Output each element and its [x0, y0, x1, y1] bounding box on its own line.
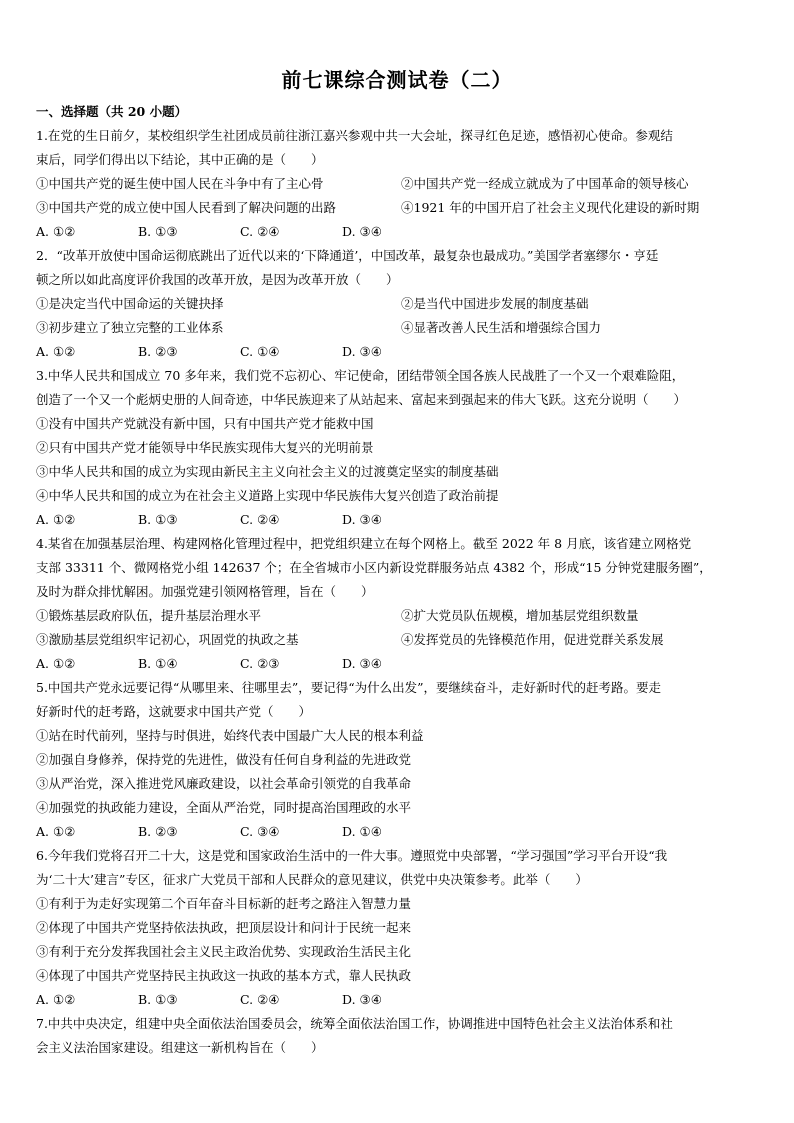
question-stem: 1.在党的生日前夕，某校组织学生社团成员前往浙江嘉兴参观中共一大会址，探寻红色足迹，感悟初心使命。参观结 [36, 128, 673, 143]
statement-row [36, 172, 772, 196]
option-d[interactable]: D. ③④ [342, 656, 382, 671]
statement: ①没有中国共产党就没有新中国，只有中国共产党才能救中国 [36, 416, 374, 431]
option-c[interactable]: C. ②④ [240, 512, 280, 527]
statement: ①有利于为走好实现第二个百年奋斗目标新的赶考之路注入智慧力量 [36, 896, 412, 911]
statement: ②只有中国共产党才能领导中华民族实现伟大复兴的光明前景 [36, 440, 374, 455]
statement: ①是决定当代中国命运的关键抉择 [36, 296, 224, 311]
question-stem: 7.中共中央决定，组建中央全面依法治国委员会，统筹全面依法治国工作，协调推进中国特色社会主义法治体系和社 [36, 1016, 673, 1031]
option-b[interactable]: B. ①③ [138, 512, 178, 527]
statement-row [36, 196, 772, 220]
question-stem: 6.今年我们党将召开二十大，这是党和国家政治生活中的一件大事。遵照党中央部署，“学习强国”学习平台开设“我 [36, 848, 668, 863]
option-c[interactable]: C. ③④ [240, 824, 280, 839]
question-stem: 束后，同学们得出以下结论，其中正确的是（ ） [36, 152, 324, 167]
statement: ②体现了中国共产党坚持依法执政，把顶层设计和问计于民统一起来 [36, 920, 412, 935]
option-b[interactable]: B. ①③ [138, 224, 178, 239]
statement: ②是当代中国进步发展的制度基础 [401, 296, 589, 311]
question-3 [36, 364, 772, 532]
statement: ②中国共产党一经成立就成为了中国革命的领导核心 [401, 176, 689, 191]
question-7 [36, 1012, 772, 1060]
option-a[interactable]: A. ①② [36, 344, 76, 359]
answer-options [36, 820, 772, 844]
question-stem: 顿之所以如此高度评价我国的改革开放，是因为改革开放（ ） [36, 272, 399, 287]
question-stem: 会主义法治国家建设。组建这一新机构旨在（ ） [36, 1040, 324, 1055]
statement-row [36, 316, 772, 340]
question-stem: 为‘二十大’建言”专区，征求广大党员干部和人民群众的意见建议，供党中央决策参考。此举（ ） [36, 872, 588, 887]
option-b[interactable]: B. ②③ [138, 344, 178, 359]
answer-options [36, 508, 772, 532]
statement: ④体现了中国共产党坚持民主执政这一执政的基本方式，靠人民执政 [36, 968, 412, 983]
option-a[interactable]: A. ①② [36, 824, 76, 839]
answer-options [36, 340, 772, 364]
option-c[interactable]: C. ②④ [240, 992, 280, 1007]
statement: ③激励基层党组织牢记初心，巩固党的执政之基 [36, 632, 299, 647]
question-1 [36, 124, 772, 244]
question-5 [36, 676, 772, 844]
question-stem: 5.中国共产党永远要记得“从哪里来、往哪里去”，要记得“为什么出发”，要继续奋斗，走好新时代的赶考路。要走 [36, 680, 661, 695]
option-a[interactable]: A. ①② [36, 656, 76, 671]
question-4 [36, 532, 772, 676]
option-a[interactable]: A. ①② [36, 224, 76, 239]
question-stem: 支部 33311 个、微网格党小组 142637 个；在全省城市小区内新设党群服务站点 4382 个，形成“15 分钟党建服务圈”， [36, 560, 712, 575]
question-stem: 好新时代的赶考路，这就要求中国共产党（ ） [36, 704, 312, 719]
statement-row [36, 292, 772, 316]
statement: ④1921 年的中国开启了社会主义现代化建设的新时期 [401, 200, 700, 215]
option-b[interactable]: B. ②③ [138, 824, 178, 839]
option-c[interactable]: C. ①④ [240, 344, 280, 359]
statement: ④发挥党员的先锋模范作用，促进党群关系发展 [401, 632, 664, 647]
option-d[interactable]: D. ③④ [342, 344, 382, 359]
statement: ③中国共产党的成立使中国人民看到了解决问题的出路 [36, 200, 337, 215]
statement-row [36, 628, 772, 652]
statement: ③有利于充分发挥我国社会主义民主政治优势、实现政治生活民主化 [36, 944, 412, 959]
option-d[interactable]: D. ③④ [342, 224, 382, 239]
question-stem: 3.中华人民共和国成立 70 多年来，我们党不忘初心、牢记使命，团结带领全国各族人民战胜了一个又一个艰难险阻， [36, 368, 685, 383]
statement: ④显著改善人民生活和增强综合国力 [401, 320, 602, 335]
statement: ①中国共产党的诞生使中国人民在斗争中有了主心骨 [36, 176, 324, 191]
statement: ③初步建立了独立完整的工业体系 [36, 320, 224, 335]
question-stem: 4.某省在加强基层治理、构建网格化管理过程中，把党组织建立在每个网格上。截至 2022 年 8 月底，该省建立网格党 [36, 536, 692, 551]
question-list [36, 124, 772, 1060]
option-d[interactable]: D. ③④ [342, 512, 382, 527]
statement: ①站在时代前列，坚持与时俱进，始终代表中国最广大人民的根本利益 [36, 728, 424, 743]
question-stem: 创造了一个又一个彪炳史册的人间奇迹，中华民族迎来了从站起来、富起来到强起来的伟大飞跃。这充分说明（ ） [36, 392, 687, 407]
option-b[interactable]: B. ①③ [138, 992, 178, 1007]
question-stem: 2．“改革开放使中国命运彻底跳出了近代以来的‘下降通道’，中国改革，最复杂也最成功。”美国学者塞缪尔・亨廷 [36, 248, 659, 263]
option-b[interactable]: B. ①④ [138, 656, 178, 671]
option-d[interactable]: D. ①④ [342, 824, 382, 839]
question-2 [36, 244, 772, 364]
section-heading: 一、选择题（共 20 小题） [36, 104, 188, 119]
page-title: 前七课综合测试卷（二） [281, 68, 513, 92]
statement: ②扩大党员队伍规模，增加基层党组织数量 [401, 608, 639, 623]
answer-options [36, 988, 772, 1012]
option-c[interactable]: C. ②④ [240, 224, 280, 239]
question-6 [36, 844, 772, 1012]
question-stem: 及时为群众排忧解困。加强党建引领网格管理，旨在（ ） [36, 584, 374, 599]
statement: ②加强自身修养，保持党的先进性，做没有任何自身利益的先进政党 [36, 752, 412, 767]
answer-options [36, 652, 772, 676]
statement: ①锻炼基层政府队伍，提升基层治理水平 [36, 608, 262, 623]
option-a[interactable]: A. ①② [36, 992, 76, 1007]
statement: ③中华人民共和国的成立为实现由新民主主义向社会主义的过渡奠定坚实的制度基础 [36, 464, 499, 479]
statement: ③从严治党，深入推进党风廉政建设，以社会革命引领党的自我革命 [36, 776, 412, 791]
statement-row [36, 604, 772, 628]
option-c[interactable]: C. ②③ [240, 656, 280, 671]
answer-options [36, 220, 772, 244]
option-d[interactable]: D. ③④ [342, 992, 382, 1007]
statement: ④中华人民共和国的成立为在社会主义道路上实现中华民族伟大复兴创造了政治前提 [36, 488, 499, 503]
statement: ④加强党的执政能力建设，全面从严治党，同时提高治国理政的水平 [36, 800, 412, 815]
option-a[interactable]: A. ①② [36, 512, 76, 527]
